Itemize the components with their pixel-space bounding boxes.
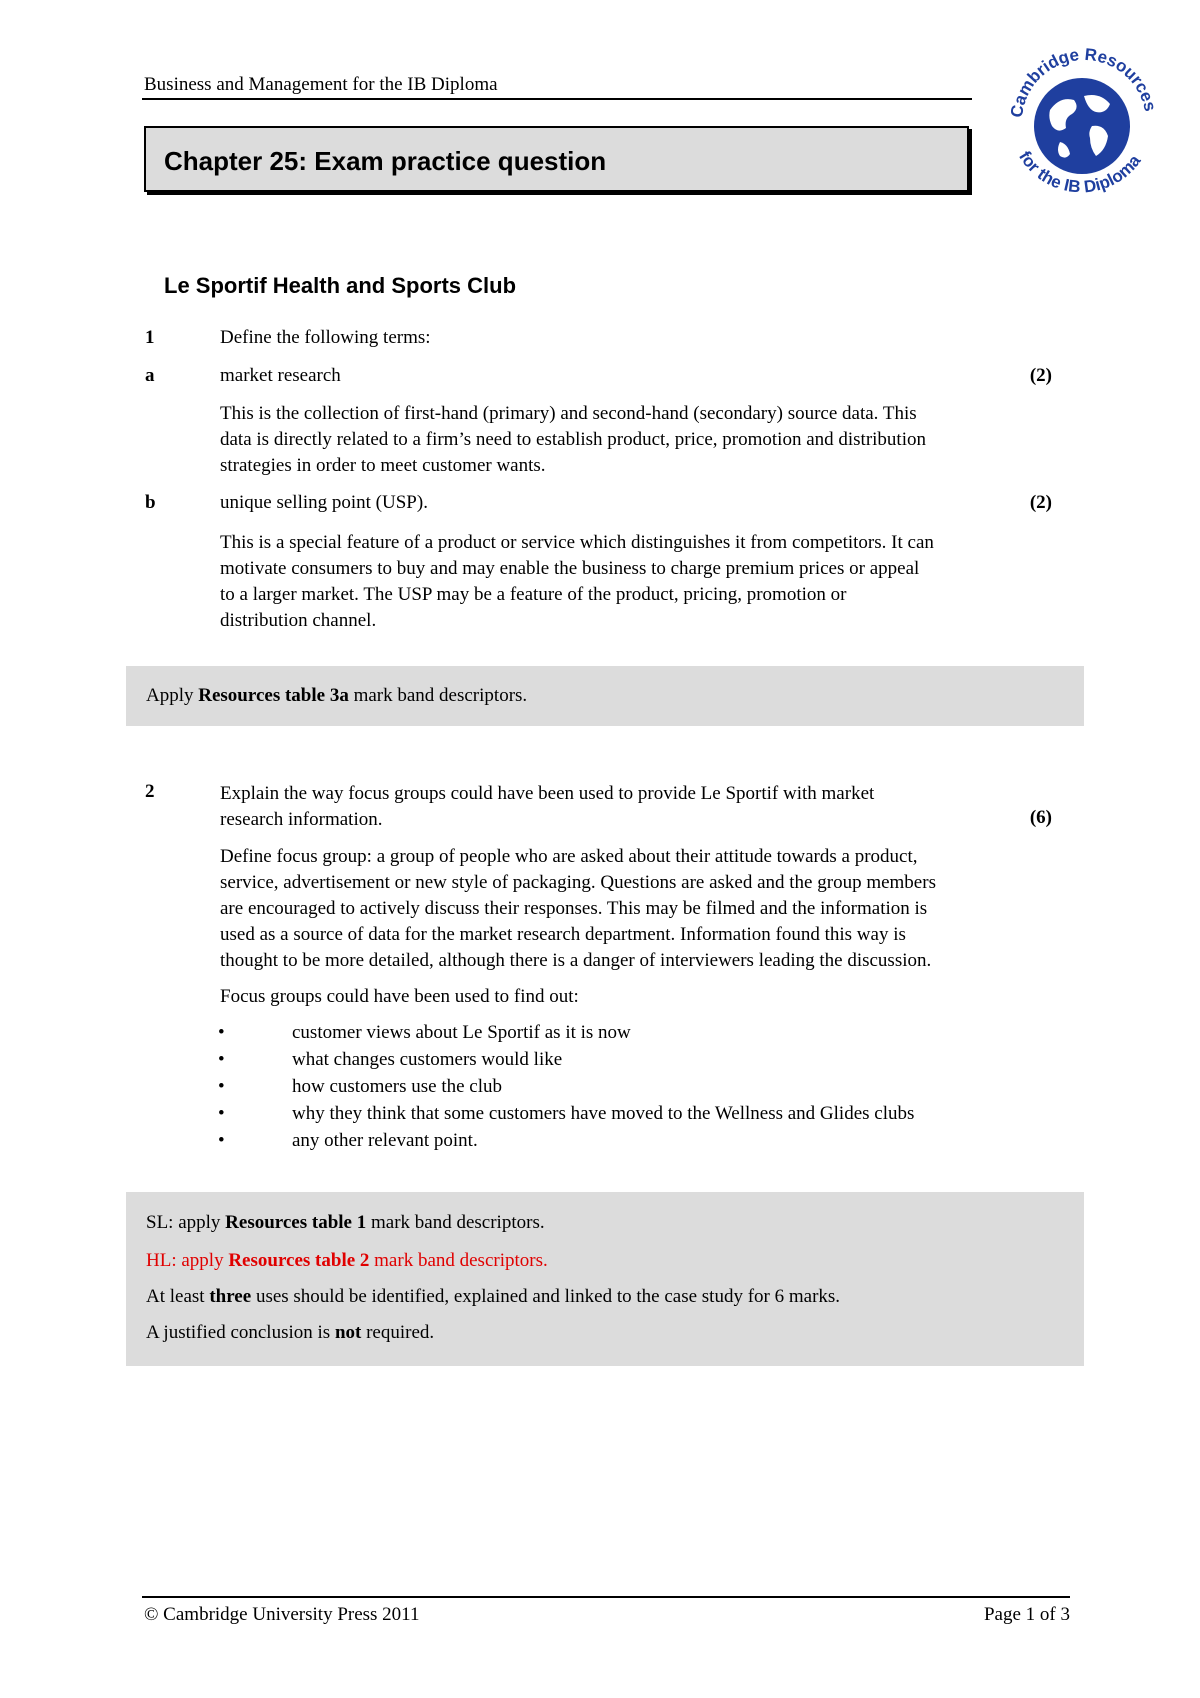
logo-top-text: Cambridge Resources — [1007, 44, 1160, 119]
bullet-icon: • — [218, 1022, 225, 1043]
answer-line: are encouraged to actively discuss their responses. This may be filmed and the information is — [220, 898, 928, 919]
question-2-number: 2 — [145, 781, 155, 802]
uses-requirement-text: At least three uses should be identified, explained and linked to the case study for 6 marks. — [146, 1286, 841, 1307]
answer-line: Define focus group: a group of people who are asked about their attitude towards a product, — [220, 846, 918, 867]
answer-line: motivate consumers to buy and may enable the business to charge premium prices or appeal — [220, 558, 920, 579]
bullet-icon: • — [218, 1103, 225, 1124]
answer-line: thought to be more detailed, although there is a danger of interviewers leading the discussion. — [220, 950, 932, 971]
answer-line: strategies in order to meet customer wants. — [220, 455, 546, 476]
question-1b-marks: (2) — [1029, 492, 1052, 513]
question-1a-marks: (2) — [1029, 365, 1052, 386]
question-2-answer — [220, 844, 1060, 974]
answer-line: used as a source of data for the market research department. Information found this way is — [220, 924, 906, 945]
question-1b-label: b — [145, 492, 156, 513]
answer-line: service, advertisement or new style of packaging. Questions are asked and the group members — [220, 872, 936, 893]
question-1-prompt: Define the following terms: — [220, 327, 431, 348]
question-1a-answer — [220, 401, 1060, 479]
logo-bottom-text: for the IB Diploma — [1015, 147, 1145, 197]
markband-text: Apply Resources table 3a mark band descriptors. — [146, 685, 528, 706]
hl-markband-text: HL: apply Resources table 2 mark band descriptors. — [146, 1250, 548, 1271]
globe-icon — [1034, 78, 1130, 174]
question-1a-label: a — [145, 365, 155, 386]
cambridge-resources-logo — [1000, 30, 1160, 200]
bullet-icon: • — [218, 1049, 225, 1070]
answer-line: to a larger market. The USP may be a feature of the product, pricing, promotion or — [220, 584, 847, 605]
markband-box-2 — [126, 1192, 1084, 1366]
chapter-title-box — [144, 126, 969, 192]
focus-groups-list: • customer views about Le Sportif as it is now • what changes customers would like • how customers use the club • why they think that some customers have moved to the Wellness and Glides clubs • any other relevant point. — [218, 1022, 915, 1151]
markband-box-1 — [126, 666, 1084, 726]
question-2-prompt — [220, 781, 1060, 833]
question-1b-answer — [220, 530, 1060, 634]
question-2-marks: (6) — [1029, 807, 1052, 828]
focus-groups-intro: Focus groups could have been used to find out: — [220, 986, 579, 1007]
bullet-icon: • — [218, 1076, 225, 1097]
answer-line: data is directly related to a firm’s need to establish product, price, promotion and distribution — [220, 429, 926, 450]
book-title: Business and Management for the IB Diploma — [144, 74, 498, 95]
prompt-line: research information. — [220, 809, 383, 830]
chapter-title: Chapter 25: Exam practice question — [164, 146, 607, 176]
globe-logo-icon — [1000, 30, 1160, 200]
copyright: © Cambridge University Press 2011 — [144, 1604, 420, 1625]
question-1b-term: unique selling point (USP). — [220, 492, 428, 513]
answer-line: distribution channel. — [220, 610, 377, 631]
section-title: Le Sportif Health and Sports Club — [164, 273, 517, 298]
footer-rule — [142, 1596, 1070, 1598]
page-number: Page 1 of 3 — [983, 1604, 1070, 1625]
answer-line: This is the collection of first-hand (primary) and second-hand (secondary) source data. This — [220, 403, 917, 424]
bullet-icon: • — [218, 1130, 225, 1151]
sl-markband-text: SL: apply Resources table 1 mark band descriptors. — [146, 1212, 545, 1233]
conclusion-requirement-text: A justified conclusion is not required. — [146, 1322, 435, 1343]
header-rule — [142, 98, 972, 100]
answer-line: This is a special feature of a product or service which distinguishes it from competitors. It can — [220, 532, 934, 553]
question-1-number: 1 — [145, 327, 155, 348]
prompt-line: Explain the way focus groups could have been used to provide Le Sportif with market — [220, 783, 875, 804]
question-1a-term: market research — [220, 365, 341, 386]
